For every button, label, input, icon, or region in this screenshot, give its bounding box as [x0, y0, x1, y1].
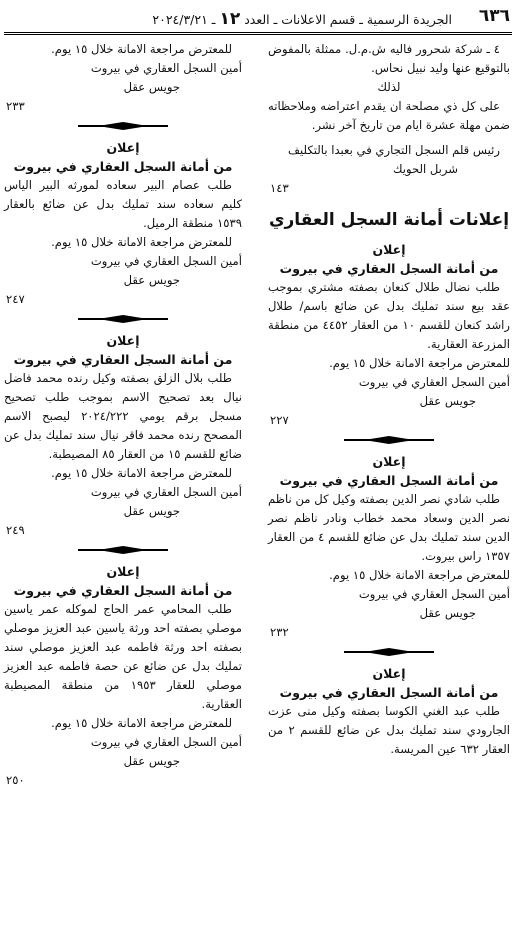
- intro-call: على كل ذي مصلحة ان يقدم اعتراضه وملاحظاته ضمن مهلة عشرة ايام من تاريخ آخر نشر.: [268, 99, 510, 132]
- announcement-heading: إعلان: [106, 333, 140, 348]
- announcement: [4, 331, 242, 540]
- section-divider: [78, 122, 168, 130]
- announcement: [4, 138, 242, 309]
- objection-notice: للمعترض مراجعة الامانة خلال ١٥ يوم.: [51, 42, 232, 56]
- signatory-title: أمين السجل العقاري في بيروت: [358, 587, 510, 601]
- announcement: [268, 664, 510, 759]
- header-title: [152, 9, 452, 29]
- announcement-source: من أمانة السجل العقاري في بيروت: [13, 583, 233, 598]
- section-divider: [344, 648, 434, 656]
- objection-notice: للمعترض مراجعة الامانة خلال ١٥ يوم.: [51, 716, 232, 730]
- ref-number: ٢٣٢: [270, 625, 289, 639]
- announcement-source: من أمانة السجل العقاري في بيروت: [279, 473, 499, 488]
- announcement-source: من أمانة السجل العقاري في بيروت: [279, 685, 499, 700]
- signatory-name: جويس عقل: [419, 606, 476, 620]
- announcement-source: من أمانة السجل العقاري في بيروت: [13, 159, 233, 174]
- announcement-body: طلب المحامي عمر الحاج لموكله عمر ياسين موصلي بصفته احد ورثة ياسين عبد العزيز موصلي بصفته احد ورثة فاطمه عبد العزيز موصلي سند تمليك بدل عن ضائع عن حصة فاطمه عبد العزيز موصلي للعقار ١٩٥٣ من منطقة المصيطبة العقارية.: [4, 602, 242, 711]
- section-divider: [78, 546, 168, 554]
- ref-number: ٢٤٩: [6, 523, 25, 537]
- signatory-title: أمين السجل العقاري في بيروت: [90, 485, 242, 499]
- announcement-body: طلب عبد الغني الكوسا بصفته وكيل منى عزت الجارودي سند تمليك بدل عن ضائع للقسم ٢ من العقار ٦٣٢ عين المريسة.: [268, 704, 510, 756]
- announcement-source: من أمانة السجل العقاري في بيروت: [13, 352, 233, 367]
- intro-sign-name: شربل الحويك: [392, 162, 458, 176]
- issue-date: ـ ٢٠٢٤/٣/٢١: [152, 12, 216, 27]
- signatory-name: جويس عقل: [123, 504, 180, 518]
- right-column: [268, 40, 510, 759]
- signatory-name: جويس عقل: [123, 80, 180, 94]
- signatory-name: جويس عقل: [123, 754, 180, 768]
- intro-sign-title: رئيس قلم السجل التجاري في بعبدا بالتكليف: [288, 143, 500, 157]
- announcement-heading: إعلان: [372, 242, 406, 257]
- page-number: ٦٣٦: [478, 6, 510, 26]
- header-rule: [4, 32, 512, 35]
- intro-lithalik: لذلك: [377, 80, 401, 94]
- signatory-name: جويس عقل: [419, 394, 476, 408]
- announcement-heading: إعلان: [372, 454, 406, 469]
- ref-number: ١٤٣: [270, 181, 289, 195]
- intro-item: ٤ ـ شركة شحرور فاليه ش.م.ل. ممثلة بالمفوض بالتوقيع عنها وليد نبيل نحاس.: [268, 42, 510, 75]
- objection-notice: للمعترض مراجعة الامانة خلال ١٥ يوم.: [329, 568, 510, 582]
- announcement-body: طلب نضال طلال كنعان بصفته مشتري بموجب عقد بيع سند تمليك بدل عن ضائع باسم/ طلال راشد كنعان للقسم ١٠ من العقار ٤٤٥٢ من منطقة المزرعة العقارية.: [268, 280, 510, 351]
- section-title: إعلانات أمانة السجل العقاري: [268, 210, 510, 230]
- announcement: [4, 562, 242, 790]
- announcement-heading: إعلان: [106, 140, 140, 155]
- section-divider: [78, 315, 168, 323]
- announcement-body: طلب شادي نصر الدين بصفته وكيل كل من ناظم نصر الدين وسعاد محمد خطاب ونادر ناظم نصر الدين سند تمليك بدل عن ضائع للقسم ٤ من العقار ١٣٥٧ راس بيروت.: [268, 492, 511, 563]
- objection-notice: للمعترض مراجعة الامانة خلال ١٥ يوم.: [51, 235, 232, 249]
- signatory-title: أمين السجل العقاري في بيروت: [358, 375, 510, 389]
- section-divider: [344, 436, 434, 444]
- announcement-body: طلب عصام البير سعاده لمورثه البير الياس كليم سعاده سند تمليك بدل عن ضائع بالعقار ١٥٣٩ منطقة الرميل.: [4, 178, 242, 230]
- objection-notice: للمعترض مراجعة الامانة خلال ١٥ يوم.: [329, 356, 510, 370]
- announcement-heading: إعلان: [106, 564, 140, 579]
- signatory-title: أمين السجل العقاري في بيروت: [90, 735, 242, 749]
- ref-number: ٢٤٧: [6, 292, 25, 306]
- objection-notice: للمعترض مراجعة الامانة خلال ١٥ يوم.: [51, 466, 232, 480]
- announcement-source: من أمانة السجل العقاري في بيروت: [279, 261, 499, 276]
- gazette-section: الجريدة الرسمية ـ قسم الاعلانات ـ العدد: [244, 12, 452, 27]
- announcement-heading: إعلان: [372, 666, 406, 681]
- signatory-name: جويس عقل: [123, 273, 180, 287]
- announcement: [268, 452, 510, 642]
- announcement-body: طلب بلال الزلق بصفته وكيل رنده محمد فاضل نيال بعد تصحيح الاسم بموجب طلب تصحيح مسجل برقم يومي ٢٠٢٤/٢٢٢ ليصبح الاسم المصحح رنده محمد فاقر نيال سند تمليك بدل عن ضائع للقسم ١٥ من العقار ٨٥ المصيطبة.: [4, 371, 242, 461]
- ref-number: ٢٣٣: [6, 99, 25, 113]
- announcement: [268, 240, 510, 430]
- ref-number: ٢٢٧: [270, 413, 289, 427]
- ref-number: ٢٥٠: [6, 773, 25, 787]
- signatory-title: أمين السجل العقاري في بيروت: [90, 254, 242, 268]
- left-column: [4, 40, 242, 790]
- page-header: [4, 6, 512, 30]
- signatory-title: أمين السجل العقاري في بيروت: [90, 61, 242, 75]
- issue-number: ١٢: [219, 9, 241, 29]
